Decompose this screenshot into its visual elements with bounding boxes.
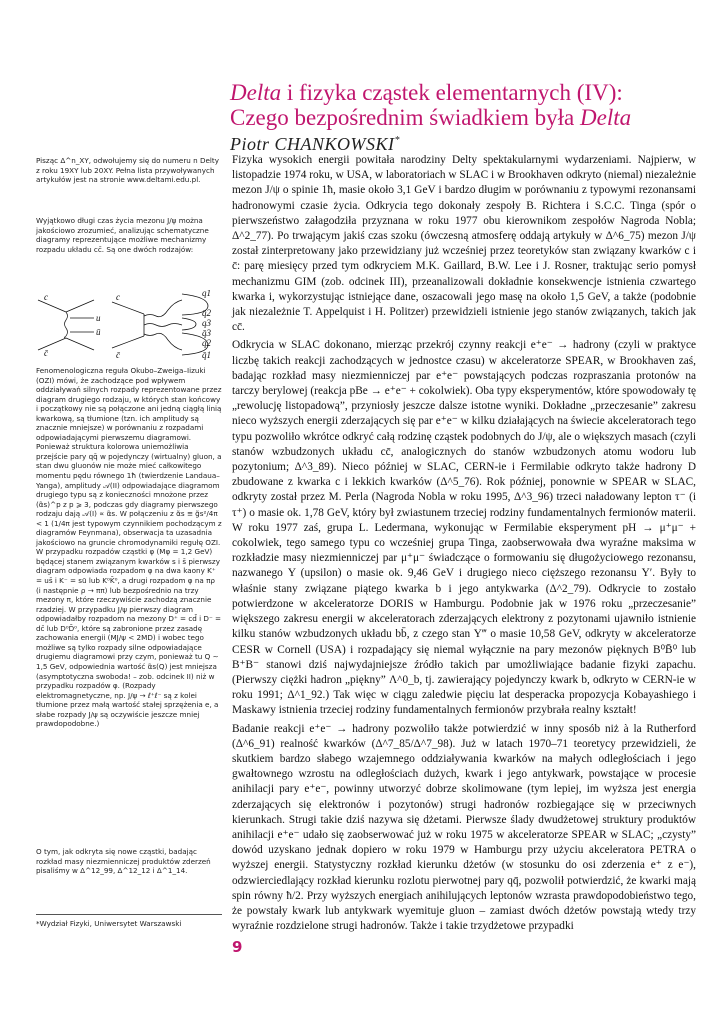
article-title-line-2 [230,105,700,130]
label-u: u [96,313,101,323]
label-c-in-2: c [116,292,120,302]
author-footnote-mark: * [394,135,401,146]
article-title-line-1 [230,80,700,105]
body-paragraph-2: Odkrycia w SLAC dokonano, mierząc przekrój czynny reakcji e⁺e⁻ → hadrony (czyli w praktyce liczbę takich reakcji zachodzących w jednostce czasu) w akceleratorze SPEAR, w Brookhaven zaś, badając rozkład masy niezmienniczej par e⁺e⁻ powstających podczas rozpraszania protonów na tarczy berylowej (reakcja pBe → e⁺e⁻ + cokolwiek). Oba typy eksperymentów, które spowodowały tę „rewolucję listopadową”, przyniosły jeszcze dalsze istotne wyniki. Dokładne „przeczesanie” zakresu nieco wyższych energii zderzających się par e⁺e⁻ w kilku działających na świecie akceleratorach tego typu pozwoliło wkrótce odkryć całą rodzinę cząstek podobnych do J/ψ, ale o większych masach (czyli stanów wzbudzonych układu cc̄, analogicznych do stanów wzbudzonych atomu wodoru lub pozytonium; Δ^3_89). Nieco później w SLAC, CERN-ie i Fermilabie odkryto także hadrony D zbudowane z kwarka c i lekkich kwarków (Δ^5_76). Rok później, ponownie w SPEAR w SLAC, odkryty został przez M. Perla (Nagroda Nobla w roku 1995, Δ^3_96) trzeci naładowany lepton τ⁻ (i τ⁺) o masie ok. 1,78 GeV, który był zwiastunem trzeciej rodziny fundamentalnych fermionów materii. W roku 1977 zaś, grupa L. Ledermana, wykonując w Fermilabie eksperyment pH → μ⁺μ⁻ + cokolwiek, tego samego typu co wcześniej grupa Tinga, zaobserwowała dwa wyraźne maksima w rozkładzie masy niezmienniczej par μ⁺μ⁻ świadczące o formowaniu się długożyciowego rezonansu, nazwanego Υ (upsilon) o masie ok. 9,46 GeV i drugiego nieco cięższego rezonansu Υ′. Były to właśnie stany związane piątego kwarka b i jego antykwarka (Δ^2_79). Odkrycie to zostało potwierdzone w akceleratorze DORIS w Hamburgu. Podobnie jak w 1976 roku „przeczesanie” większego zakresu energii w akceleratorach zderzających elektrony z pozytonami ujawniło istnienie kilku stanów wzbudzonych układu bb̄, z czego stan Υ‴ o masie 10,58 GeV, odkryty w akceleratorze CESR w Cornell (USA) i rozpadający się niemal wyłącznie na pary mezonów pięknych B⁰B̄⁰ lub B⁺B⁻ stanowi dziś najwydajniejsze źródło takich par umożliwiające badanie fizyki zapachu. (Pierwszy ciężki hadron „piękny” Λ^0_b, tj. zawierający pojedynczy kwark b, odkryto w CERN-ie w roku 1991; Δ^1_92.) Tak więc w ciągu zaledwie pięciu lat desperacka propozycja Kobayashiego i Maskawy istnienia trzeciej rodziny fundamentalnych fermionów przybrała realny kształt! [232,339,696,717]
page-number: 9 [232,938,243,956]
sidebar-note-ozi [36,366,222,729]
label-q3: q3 [202,318,211,328]
article-header [230,80,700,155]
author-name: Piotr CHANKOWSKI [230,134,395,154]
label-q1: q1 [202,290,211,298]
label-q1bar: q̄1 [202,350,211,360]
main-text [232,153,696,937]
body-paragraph-3: Badanie reakcji e⁺e⁻ → hadrony pozwoliło także potwierdzić w inny sposób niż à la Rutherford (Δ^6_91) realność kwarków (Δ^7_85/Δ^7_98). Już w latach 1970–71 teoretycy przewidzieli, że skutkiem bardzo słabego wzajemnego oddziaływania kwarków na małych odległościach i jego gwałtownego wzrostu na odległościach dużych, kwark i jego antykwark, powstające w procesie anihilacji pary e⁺e⁻, powinny utworzyć dobrze skolimowane (tym lepiej, im wyższa jest energia zderzających się elektronów i pozytonów) strugi hadronów rozbiegające się w przeciwnych kierunkach. Strugi takie dziś nazywa się dżetami. Pierwsze ślady dwudżetowej struktury produktów anihilacji e⁺e⁻ udało się zaobserwować już w roku 1975 w akceleratorze SPEAR w SLAC; „czysty” dowód uzyskano jednak dopiero w roku 1979 w Hamburgu przy użyciu akceleratora PETRA o wyższej energii. Statystyczny rozkład kierunku dżetów (w stosunku do osi zderzenia e⁺ z e⁻), odzwierciedlający rozkład kierunku rozlotu pierwotnej pary qq̄, pozwolił potwierdzić, że kwarki mają spin równy ħ/2. Przy wyższych energiach anihilujących leptonów wzrasta prawdopodobieństwo tego, że powstały kwark lub antykwark wyemituje gluon – zamiast dwóch dżetów powstają wtedy trzy wyraźnie rozdzielone strugi hadronów. Także i takie trzydżetowe przypadki [232,722,696,933]
label-q2: q2 [202,338,211,348]
title-journal-name: Delta [230,80,282,105]
author-line [230,134,700,155]
label-cbar-in-2: c̄ [116,350,120,360]
title-journal-name-2: Delta [580,105,632,130]
label-q2bar: q̄2 [202,308,211,318]
diagram-second-type [112,290,212,360]
sidebar-note-lifetime [36,216,222,254]
author-affiliation-footnote: *Wydział Fizyki, Uniwersytet Warszawski [36,919,182,928]
label-cbar-in: c̄ [44,348,48,358]
title-text-2: Czego bezpośrednim świadkiem była [230,105,581,130]
sidebar-note-2: Wyjątkowo długi czas życia mezonu J/ψ można jakościowo zrozumieć, analizując schematyczne diagramy reprezentujące możliwe mechanizmy rozpadu układu cc̄. Są one dwóch rodzajów: [36,216,209,254]
title-text-1: i fizyka cząstek elementarnych (IV): [281,80,623,105]
label-ubar: ū [96,327,101,337]
feynman-diagrams [36,290,222,360]
sidebar-note-4: O tym, jak odkryta się nowe cząstki, badając rozkład masy niezmienniczej produktów zderzeń pisaliśmy w Δ^12_99, Δ^12_12 i Δ^1_14. [36,847,211,876]
footnote-rule [36,914,222,915]
sidebar-note-1: Pisząc Δ^n_XY, odwołujemy się do numeru n Delty z roku 19XY lub 20XY. Pełna lista przywoływanych artykułów jest na stronie www.deltami.edu.pl. [36,156,219,185]
label-c-in: c [44,292,48,302]
sidebar-note-citation [36,156,222,185]
label-q3bar: q̄3 [202,328,211,338]
sidebar-note-3: Fenomenologiczna reguła Okubo–Zweiga–Iizuki (OZI) mówi, że zachodzące pod wpływem oddziaływań silnych rozpady reprezentowane przez diagram drugiego rodzaju, w których stan końcowy i początkowy nie są połączone ani jedną ciągłą linią kwarkową, są tłumione (tzn. ich amplitudy są znacznie mniejsze) w porównaniu z rozpadami odpowiadającymi pierwszemu diagramowi. Ponieważ struktura kolorowa uniemożliwia przejście pary qq̄ w pojedynczy (wirtualny) gluon, a stan dwu gluonów nie może mieć całkowitego momentu pędu równego 1ħ (twierdzenie Landaua–Yanga), amplitudy 𝒜(II) odpowiadające diagramom drugiego typu są z konieczności mnożone przez (α̃s)^p z p ⩾ 3, podczas gdy diagramy pierwszego rodzaju dają 𝒜(I) ∝ α̃s. W połączeniu z α̃s ≡ g̃s²/4π < 1 (1/4π jest typowym czynnikiem pochodzącym z diagramów Feynmana), obserwacja ta uzasadnia jakościowo na gruncie chromodynamiki regułę OZI. W przypadku rozpadów cząstki φ (Mφ = 1,2 GeV) będącej stanem związanym kwarków s i s̄ pierwszy diagram odpowiada rozpadom φ na dwa kaony K⁺ = us̄ i K⁻ = sū lub K⁰K̄⁰, a drugi rozpadom φ na πρ (i następnie ρ → ππ) lub bezpośrednio na trzy mezony π, które rzeczywiście zachodzą znacznie rzadziej. W przypadku J/ψ pierwszy diagram odpowiadałby rozpadom na mezony D⁺ = cd̄ i D⁻ = dc̄ lub D⁰D̄⁰, które są zabronione przez zasadę zachowania energii (MJ/ψ < 2MD) i wobec tego możliwe są tylko rozpady silne odpowiadające drugiemu diagramowi przy czym, ponieważ tu Q ∼ 1,5 GeV, odpowiednia wartość α̃s(Q) jest mniejsza (asymptotyczna swoboda! – zob. odcinek II) niż w przypadku rozpadów φ. (Rozpady elektromagnetyczne, np. J/ψ → ℓ⁺ℓ⁻ są z kolei tłumione przez małą wartość stałej sprzężenia e, a słabe rozpady J/ψ są oczywiście jeszcze mniej prawdopodobne.) [36,366,222,729]
diagram-first-type [38,292,101,358]
sidebar-note-references [36,847,222,876]
body-paragraph-1: Fizyka wysokich energii powitała narodziny Delty spektakularnymi wydarzeniami. Najpierw, w listopadzie 1974 roku, w USA, w laboratoriach w SLAC i w Brookhaven odkryto (niemal) niezależnie mezon J/ψ o spinie 1ħ, masie około 3,1 GeV i bardzo długim w porównaniu z typowymi rezonansami hadronowymi czasie życia. Odkrycia tego dokonały zespoły B. Richtera i S.C.C. Tinga (spór o pierwszeństwo załagodziła przyznana w roku 1977 obu kierownikom zespołów Nagroda Nobla; Δ^2_77). Po trwającym jakiś czas szoku (ówczesną atmosferę oddają artykuły w Δ^6_75) mezon J/ψ został zinterpretowany jako przewidziany już wcześniej przez teoretyków stan związany kwarków c i c̄: parę miesięcy przed tym odkryciem M.K. Gaillard, B.W. Lee i J. Rosner, traktując serio pomysł mechanizmu GIM (zob. odcinek III), przeanalizowali dokładnie konsekwencje istnienia czwartego kwarka i, wykorzystując istniejące dane, oszacowali jego masę na około 1,5 GeV, a także (podobnie jak niezależnie T. Appelquist i H. Politzer) przewidzieli istnienie jego stanów związanych, takich jak cc̄. [232,154,696,334]
